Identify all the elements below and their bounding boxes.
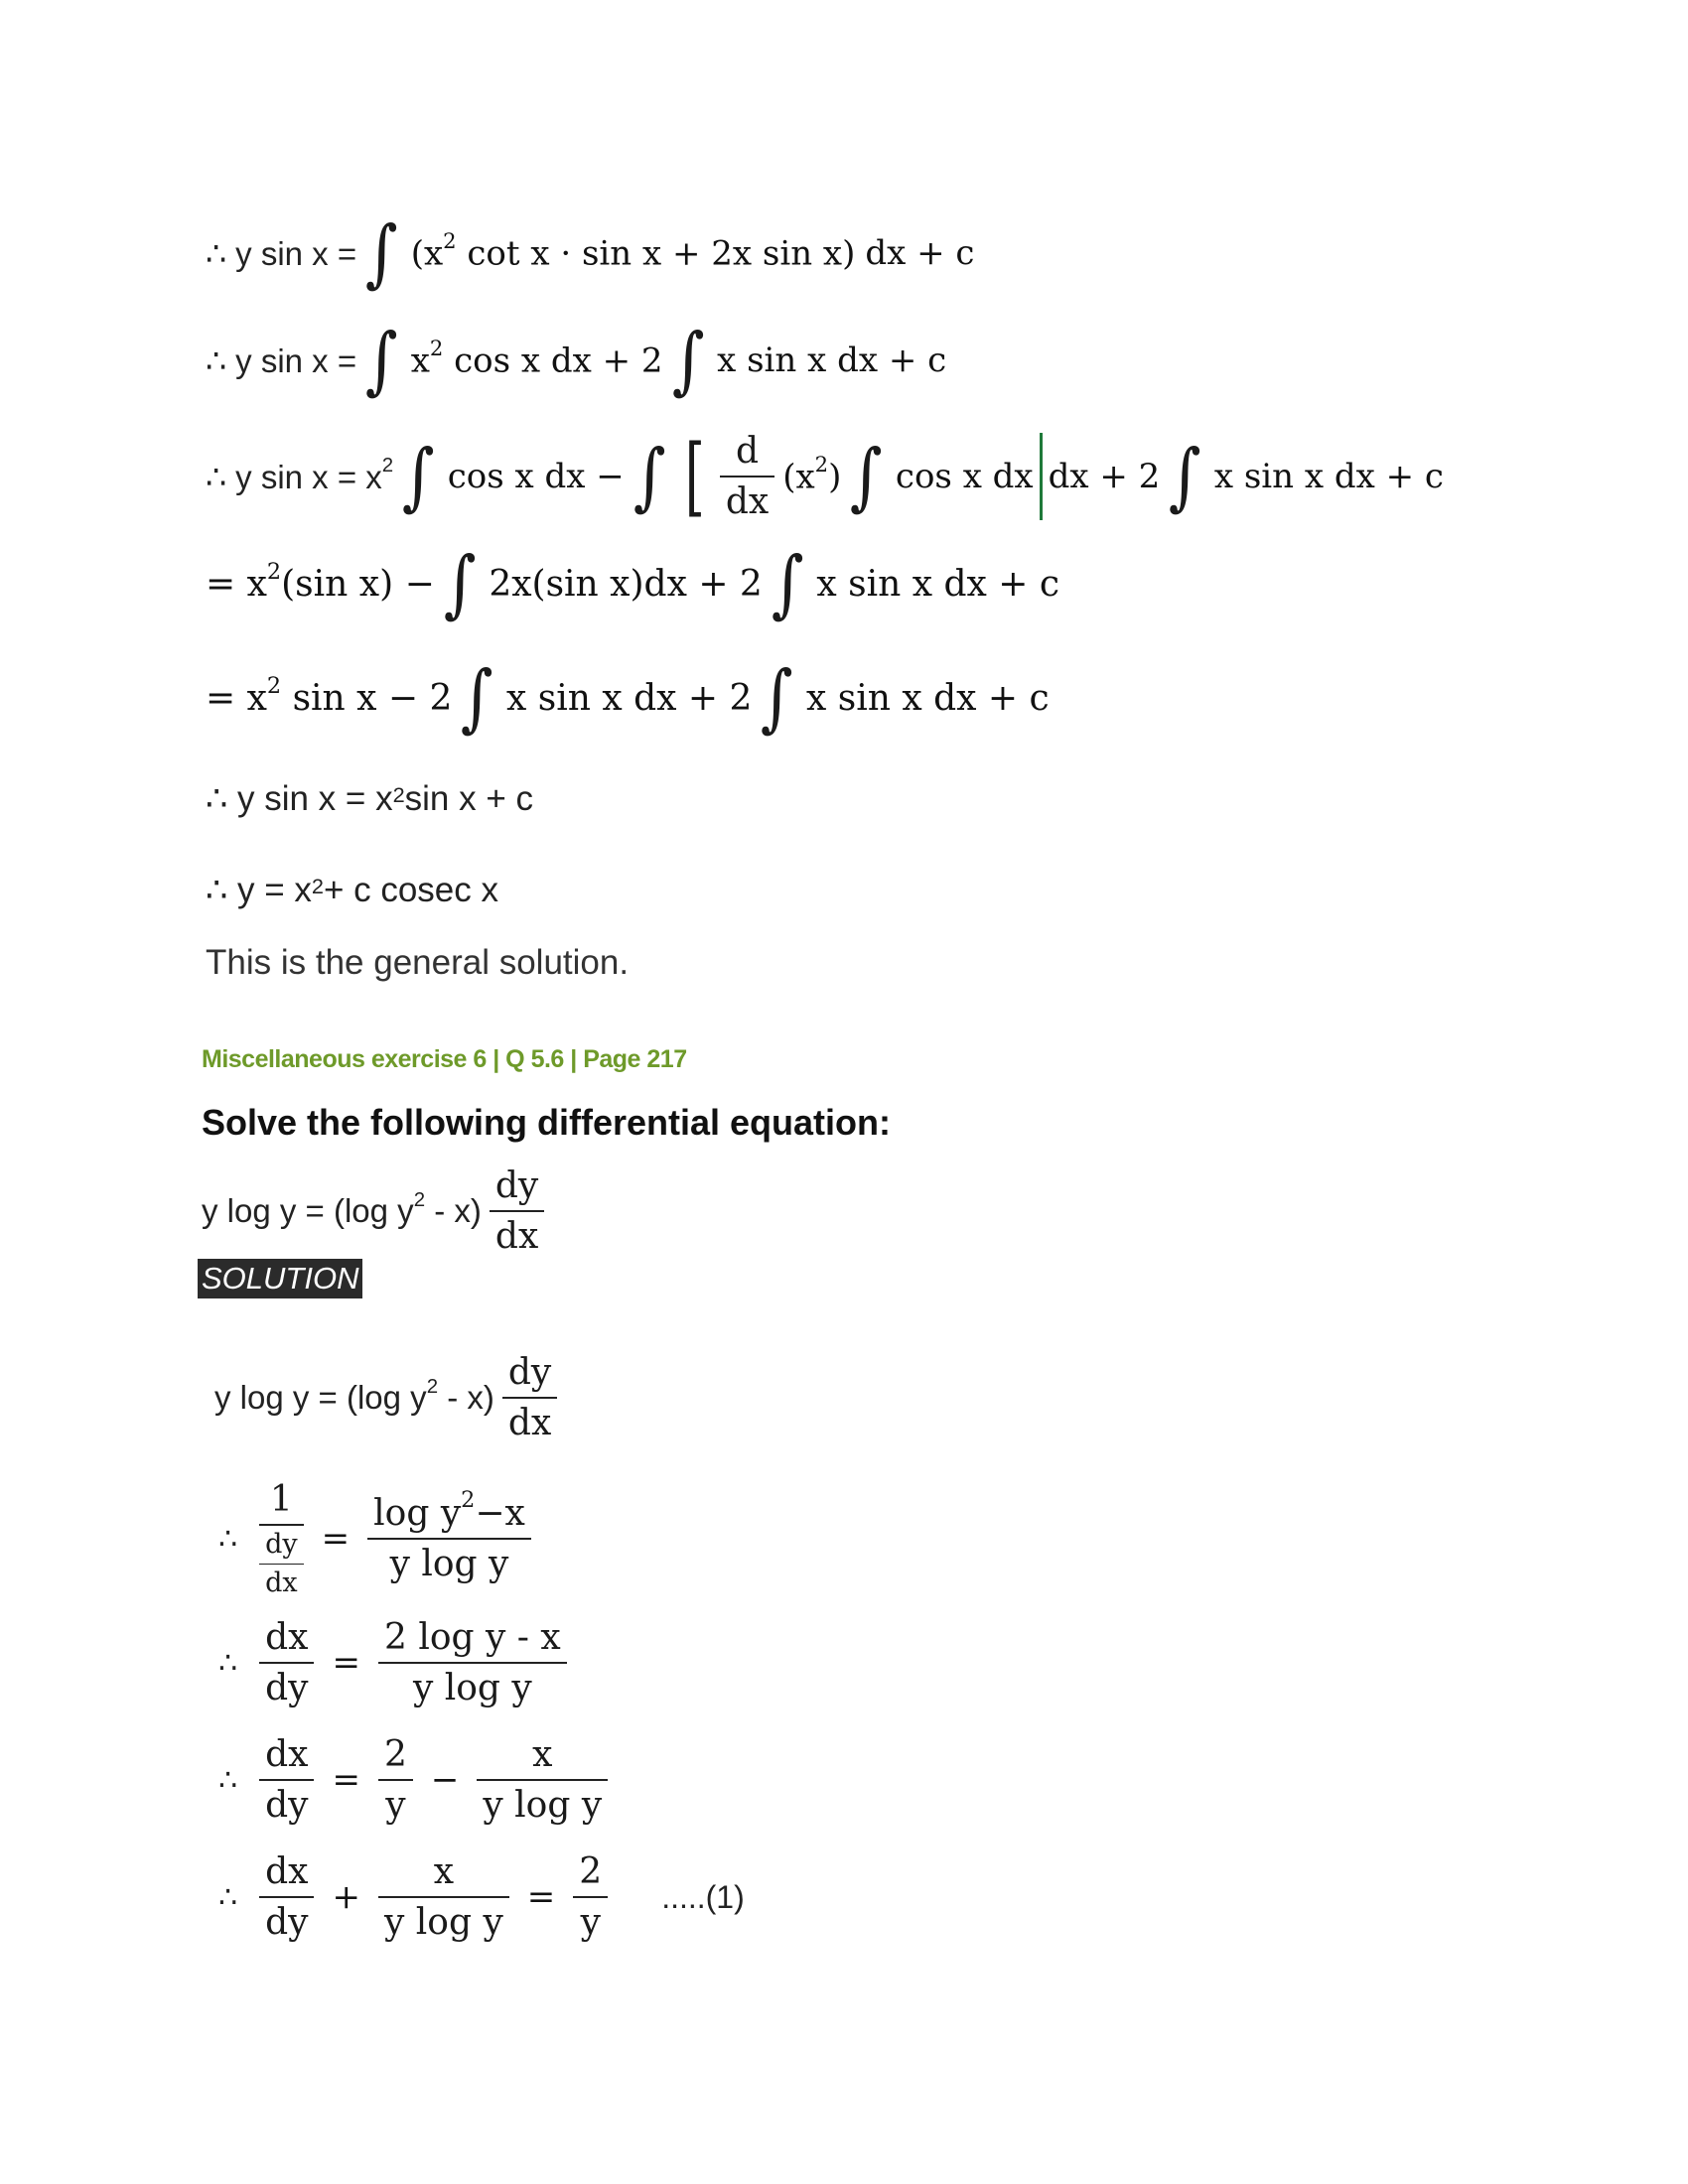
solution-step-4: ∴ $\frac{dx}{dy}$ = $\frac{2}{y}$ − $\frac{x}{\text{y log y}}$ — [218, 1720, 616, 1840]
step-lhs: ∴ y sin x = — [206, 341, 357, 379]
integral-term: x sin x dx + c — [806, 677, 1050, 719]
integral-sign: ∫ — [761, 655, 794, 741]
integrand: ($x^2$ cot x · sin x + 2x sin x) — [410, 228, 856, 274]
dy-dx-fraction: $\frac{dy}{dx}$ — [502, 1351, 557, 1444]
integral-sign: ∫ — [402, 434, 435, 519]
solution-step-2: ∴ $\frac{1}{\frac{dy}{dx}}$ = $\frac{\log y^2-x}{\text{y log y}}$ — [218, 1464, 539, 1613]
integral-sign: ∫ — [633, 434, 666, 519]
step-lhs: = $x^2(\sin$ x) − — [206, 558, 435, 605]
question-equation: y log y = (log $y^2 - x$) $\frac{dy}{dx}$ — [202, 1152, 552, 1271]
equation-number: .....(1) — [661, 1878, 745, 1915]
integral-sign: ∫ — [443, 541, 477, 626]
step-lhs: ∴ y sin x = — [206, 234, 357, 272]
step-tail: dx + c — [865, 233, 975, 273]
derivative-arg: $(x^2)$ — [782, 452, 842, 497]
integral-sign: ∫ — [365, 318, 398, 403]
question-heading: Solve the following differential equation: — [202, 1102, 892, 1143]
solution-step-3: ∴ $\frac{dx}{dy}$ = $\frac{\text{2 log y - x}}{\text{y log y}}$ — [218, 1603, 575, 1722]
step-tail: dx + 2 — [1048, 457, 1161, 496]
step-line-6: ∴ y sin x = x $^2$ sin x + c — [206, 779, 533, 818]
integral-sign: ∫ — [671, 318, 705, 403]
inner-integral: cos x dx — [895, 457, 1034, 496]
solution-badge: SOLUTION — [198, 1259, 362, 1298]
integral-term: 2x(sin x)dx + 2 — [489, 563, 763, 605]
dy-dx-fraction: $\frac{dy}{dx}$ — [490, 1164, 544, 1258]
integral-term: x sin x dx + c — [816, 563, 1060, 605]
integral-sign: ∫ — [1169, 434, 1201, 519]
step-line-3 — [206, 422, 1444, 531]
step-lhs: ∴ y $\sin x = x^2$ — [206, 454, 394, 495]
integral-term: $x^2$ cos x dx + 2 — [410, 336, 663, 381]
reciprocal-fraction: $\frac{1}{\frac{dy}{dx}}$ — [259, 1478, 304, 1600]
derivative-fraction: $\frac{d}{dx}$ — [720, 430, 774, 523]
step-line-4 — [206, 534, 1059, 633]
step-lhs: = $x^2$ sin x − 2 — [206, 672, 453, 719]
integral-sign: ∫ — [461, 655, 494, 741]
integral-term: x sin x dx + 2 — [506, 677, 753, 719]
integral-sign: ∫ — [365, 210, 398, 296]
rhs-fraction: $\frac{\log y^2-x}{\text{y log y}}$ — [367, 1492, 531, 1585]
step-line-5 — [206, 648, 1050, 748]
integral-sign: ∫ — [850, 434, 884, 519]
step-line-2 — [206, 311, 946, 410]
cursor-marker — [1040, 433, 1043, 520]
solution-step-5: ∴ $\frac{dx}{dy}$ + $\frac{x}{\text{y log y}}$ = $\frac{2}{y}$ .....(1) — [218, 1850, 745, 1943]
conclusion-text: This is the general solution. — [206, 943, 630, 982]
step-line-7: ∴ y = x $^2$ + c cosec x — [206, 871, 498, 909]
question-reference[interactable]: Miscellaneous exercise 6 | Q 5.6 | Page 217 — [202, 1045, 687, 1073]
integral-term: cos x dx − — [447, 457, 625, 496]
step-tail: x sin x dx + c — [1213, 457, 1444, 496]
integral-term: x sin x dx + c — [717, 341, 947, 380]
integral-sign: ∫ — [771, 541, 804, 626]
step-line-1 — [206, 204, 974, 303]
solution-step-1: y log y = (log $y^2 - x$) $\frac{dy}{dx}$ — [214, 1338, 565, 1457]
left-bracket: [ — [685, 427, 706, 526]
